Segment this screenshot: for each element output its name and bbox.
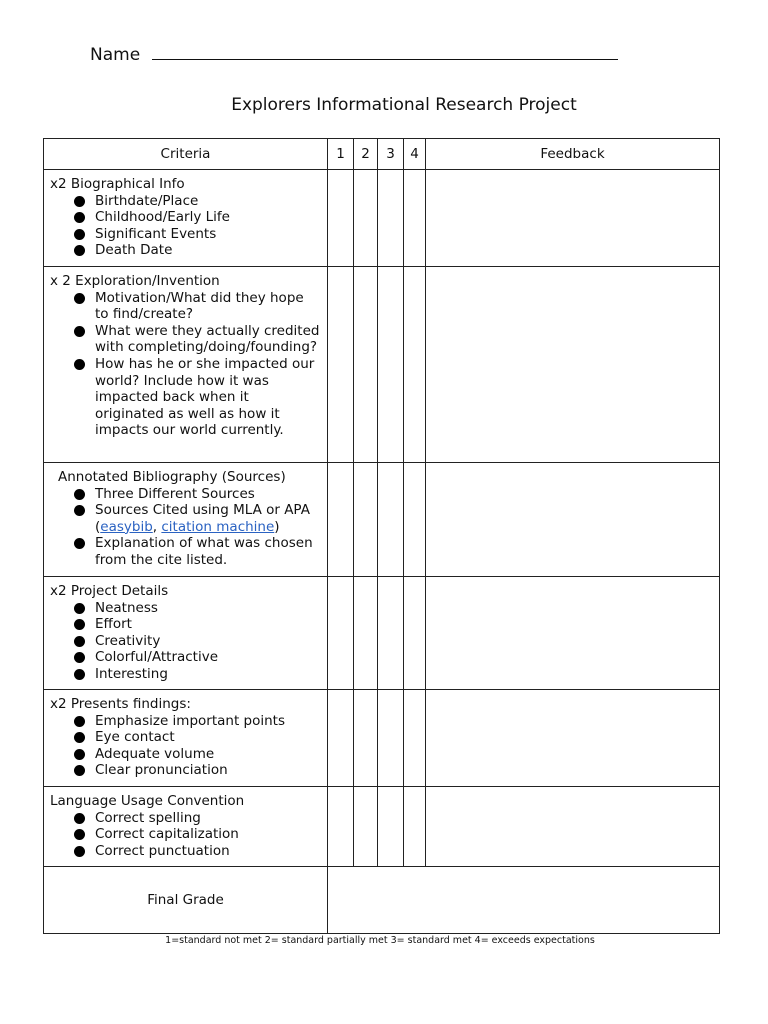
bullet-icon [74, 326, 85, 337]
name-line [90, 45, 618, 65]
criteria-cell-presents-findings [44, 690, 328, 787]
bullet-icon [74, 603, 85, 614]
name-label: Name [90, 45, 141, 65]
list-item: Interesting [50, 666, 321, 683]
bullet-icon [74, 359, 85, 370]
table-row [44, 463, 720, 577]
score-cell-3[interactable] [378, 787, 404, 867]
score-cell-1[interactable] [328, 690, 354, 787]
table-row [44, 577, 720, 690]
bullet-icon [74, 829, 85, 840]
feedback-cell[interactable] [426, 690, 720, 787]
citation-machine-link[interactable]: citation machine [161, 518, 275, 535]
bullet-icon [74, 293, 85, 304]
bullet-icon [74, 732, 85, 743]
criteria-cell-exploration [44, 267, 328, 463]
bullet-icon [74, 636, 85, 647]
criteria-heading: Annotated Bibliography (Sources) [58, 469, 286, 485]
table-header-row [44, 139, 720, 170]
bullet-icon [74, 619, 85, 630]
score-cell-2[interactable] [354, 170, 378, 267]
criteria-bullet-list [50, 810, 321, 860]
score-cell-3[interactable] [378, 170, 404, 267]
list-item: What were they actually credited with completing/doing/founding? [50, 323, 321, 356]
feedback-cell[interactable] [426, 787, 720, 867]
bullet-icon [74, 846, 85, 857]
list-item: Correct spelling [50, 810, 321, 827]
table-row [44, 170, 720, 267]
bullet-icon [74, 489, 85, 500]
bullet-icon [74, 212, 85, 223]
table-row [44, 690, 720, 787]
table-row [44, 267, 720, 463]
criteria-heading: x2 Project Details [50, 583, 169, 599]
list-item: Emphasize important points [50, 713, 321, 730]
score-cell-1[interactable] [328, 267, 354, 463]
list-item: Correct punctuation [50, 843, 321, 860]
list-item: Clear pronunciation [50, 762, 321, 779]
bullet-icon [74, 716, 85, 727]
final-grade-label: Final Grade [44, 867, 328, 934]
column-header-feedback: Feedback [426, 139, 720, 170]
final-grade-cell[interactable] [328, 867, 720, 934]
list-item: Birthdate/Place [50, 193, 321, 210]
bullet-icon [74, 813, 85, 824]
score-cell-1[interactable] [328, 463, 354, 577]
list-item: Neatness [50, 600, 321, 617]
list-item: Motivation/What did they hope to find/create? [50, 290, 321, 323]
bullet-icon [74, 652, 85, 663]
list-item: Significant Events [50, 226, 321, 243]
column-header-3: 3 [378, 139, 404, 170]
score-cell-2[interactable] [354, 267, 378, 463]
score-cell-4[interactable] [404, 787, 426, 867]
final-grade-row [44, 867, 720, 934]
criteria-cell-language-usage [44, 787, 328, 867]
criteria-heading: x2 Biographical Info [50, 176, 185, 192]
score-cell-1[interactable] [328, 577, 354, 690]
score-cell-3[interactable] [378, 690, 404, 787]
feedback-cell[interactable] [426, 577, 720, 690]
score-cell-4[interactable] [404, 170, 426, 267]
criteria-bullet-list [50, 193, 321, 259]
criteria-heading: x2 Presents findings: [50, 696, 191, 712]
list-item: Death Date [50, 242, 321, 259]
easybib-link[interactable]: easybib [100, 518, 153, 535]
score-cell-3[interactable] [378, 267, 404, 463]
score-cell-3[interactable] [378, 577, 404, 690]
bullet-icon [74, 749, 85, 760]
list-item: Sources Cited using MLA or APA (easybib, citation machine) [50, 502, 321, 535]
page-title: Explorers Informational Research Project [231, 95, 577, 115]
criteria-heading: x 2 Exploration/Invention [50, 273, 220, 289]
column-header-4: 4 [404, 139, 426, 170]
feedback-cell[interactable] [426, 267, 720, 463]
feedback-cell[interactable] [426, 463, 720, 577]
table-row [44, 787, 720, 867]
score-cell-4[interactable] [404, 267, 426, 463]
list-item: Explanation of what was chosen from the cite listed. [50, 535, 321, 568]
score-legend: 1=standard not met 2= standard partially met 3= standard met 4= exceeds expectations [165, 935, 595, 946]
score-cell-2[interactable] [354, 577, 378, 690]
column-header-1: 1 [328, 139, 354, 170]
list-item: Correct capitalization [50, 826, 321, 843]
criteria-heading: Language Usage Convention [50, 793, 245, 809]
score-cell-2[interactable] [354, 463, 378, 577]
list-item: Creativity [50, 633, 321, 650]
criteria-cell-biographical [44, 170, 328, 267]
criteria-cell-project-details [44, 577, 328, 690]
list-item: Eye contact [50, 729, 321, 746]
criteria-bullet-list [50, 713, 321, 779]
score-cell-2[interactable] [354, 787, 378, 867]
list-item: Three Different Sources [50, 486, 321, 503]
bullet-icon [74, 245, 85, 256]
score-cell-1[interactable] [328, 787, 354, 867]
feedback-cell[interactable] [426, 170, 720, 267]
score-cell-1[interactable] [328, 170, 354, 267]
bullet-icon [74, 196, 85, 207]
criteria-bullet-list [50, 486, 321, 569]
criteria-bullet-list [50, 290, 321, 439]
bullet-icon [74, 538, 85, 549]
criteria-bullet-list [50, 600, 321, 683]
bullet-icon [74, 765, 85, 776]
name-blank[interactable] [152, 45, 618, 60]
score-cell-2[interactable] [354, 690, 378, 787]
criteria-cell-bibliography [44, 463, 328, 577]
list-item: Adequate volume [50, 746, 321, 763]
score-cell-4[interactable] [404, 690, 426, 787]
score-cell-4[interactable] [404, 577, 426, 690]
rubric-table [43, 138, 720, 934]
bullet-icon [74, 229, 85, 240]
list-item: How has he or she impacted our world? Include how it was impacted back when it originated as well as how it impacts our world currently. [50, 356, 321, 439]
list-item: Childhood/Early Life [50, 209, 321, 226]
list-item: Effort [50, 616, 321, 633]
score-cell-4[interactable] [404, 463, 426, 577]
column-header-criteria: Criteria [44, 139, 328, 170]
list-item: Colorful/Attractive [50, 649, 321, 666]
bullet-icon [74, 505, 85, 516]
column-header-2: 2 [354, 139, 378, 170]
bullet-icon [74, 669, 85, 680]
score-cell-3[interactable] [378, 463, 404, 577]
